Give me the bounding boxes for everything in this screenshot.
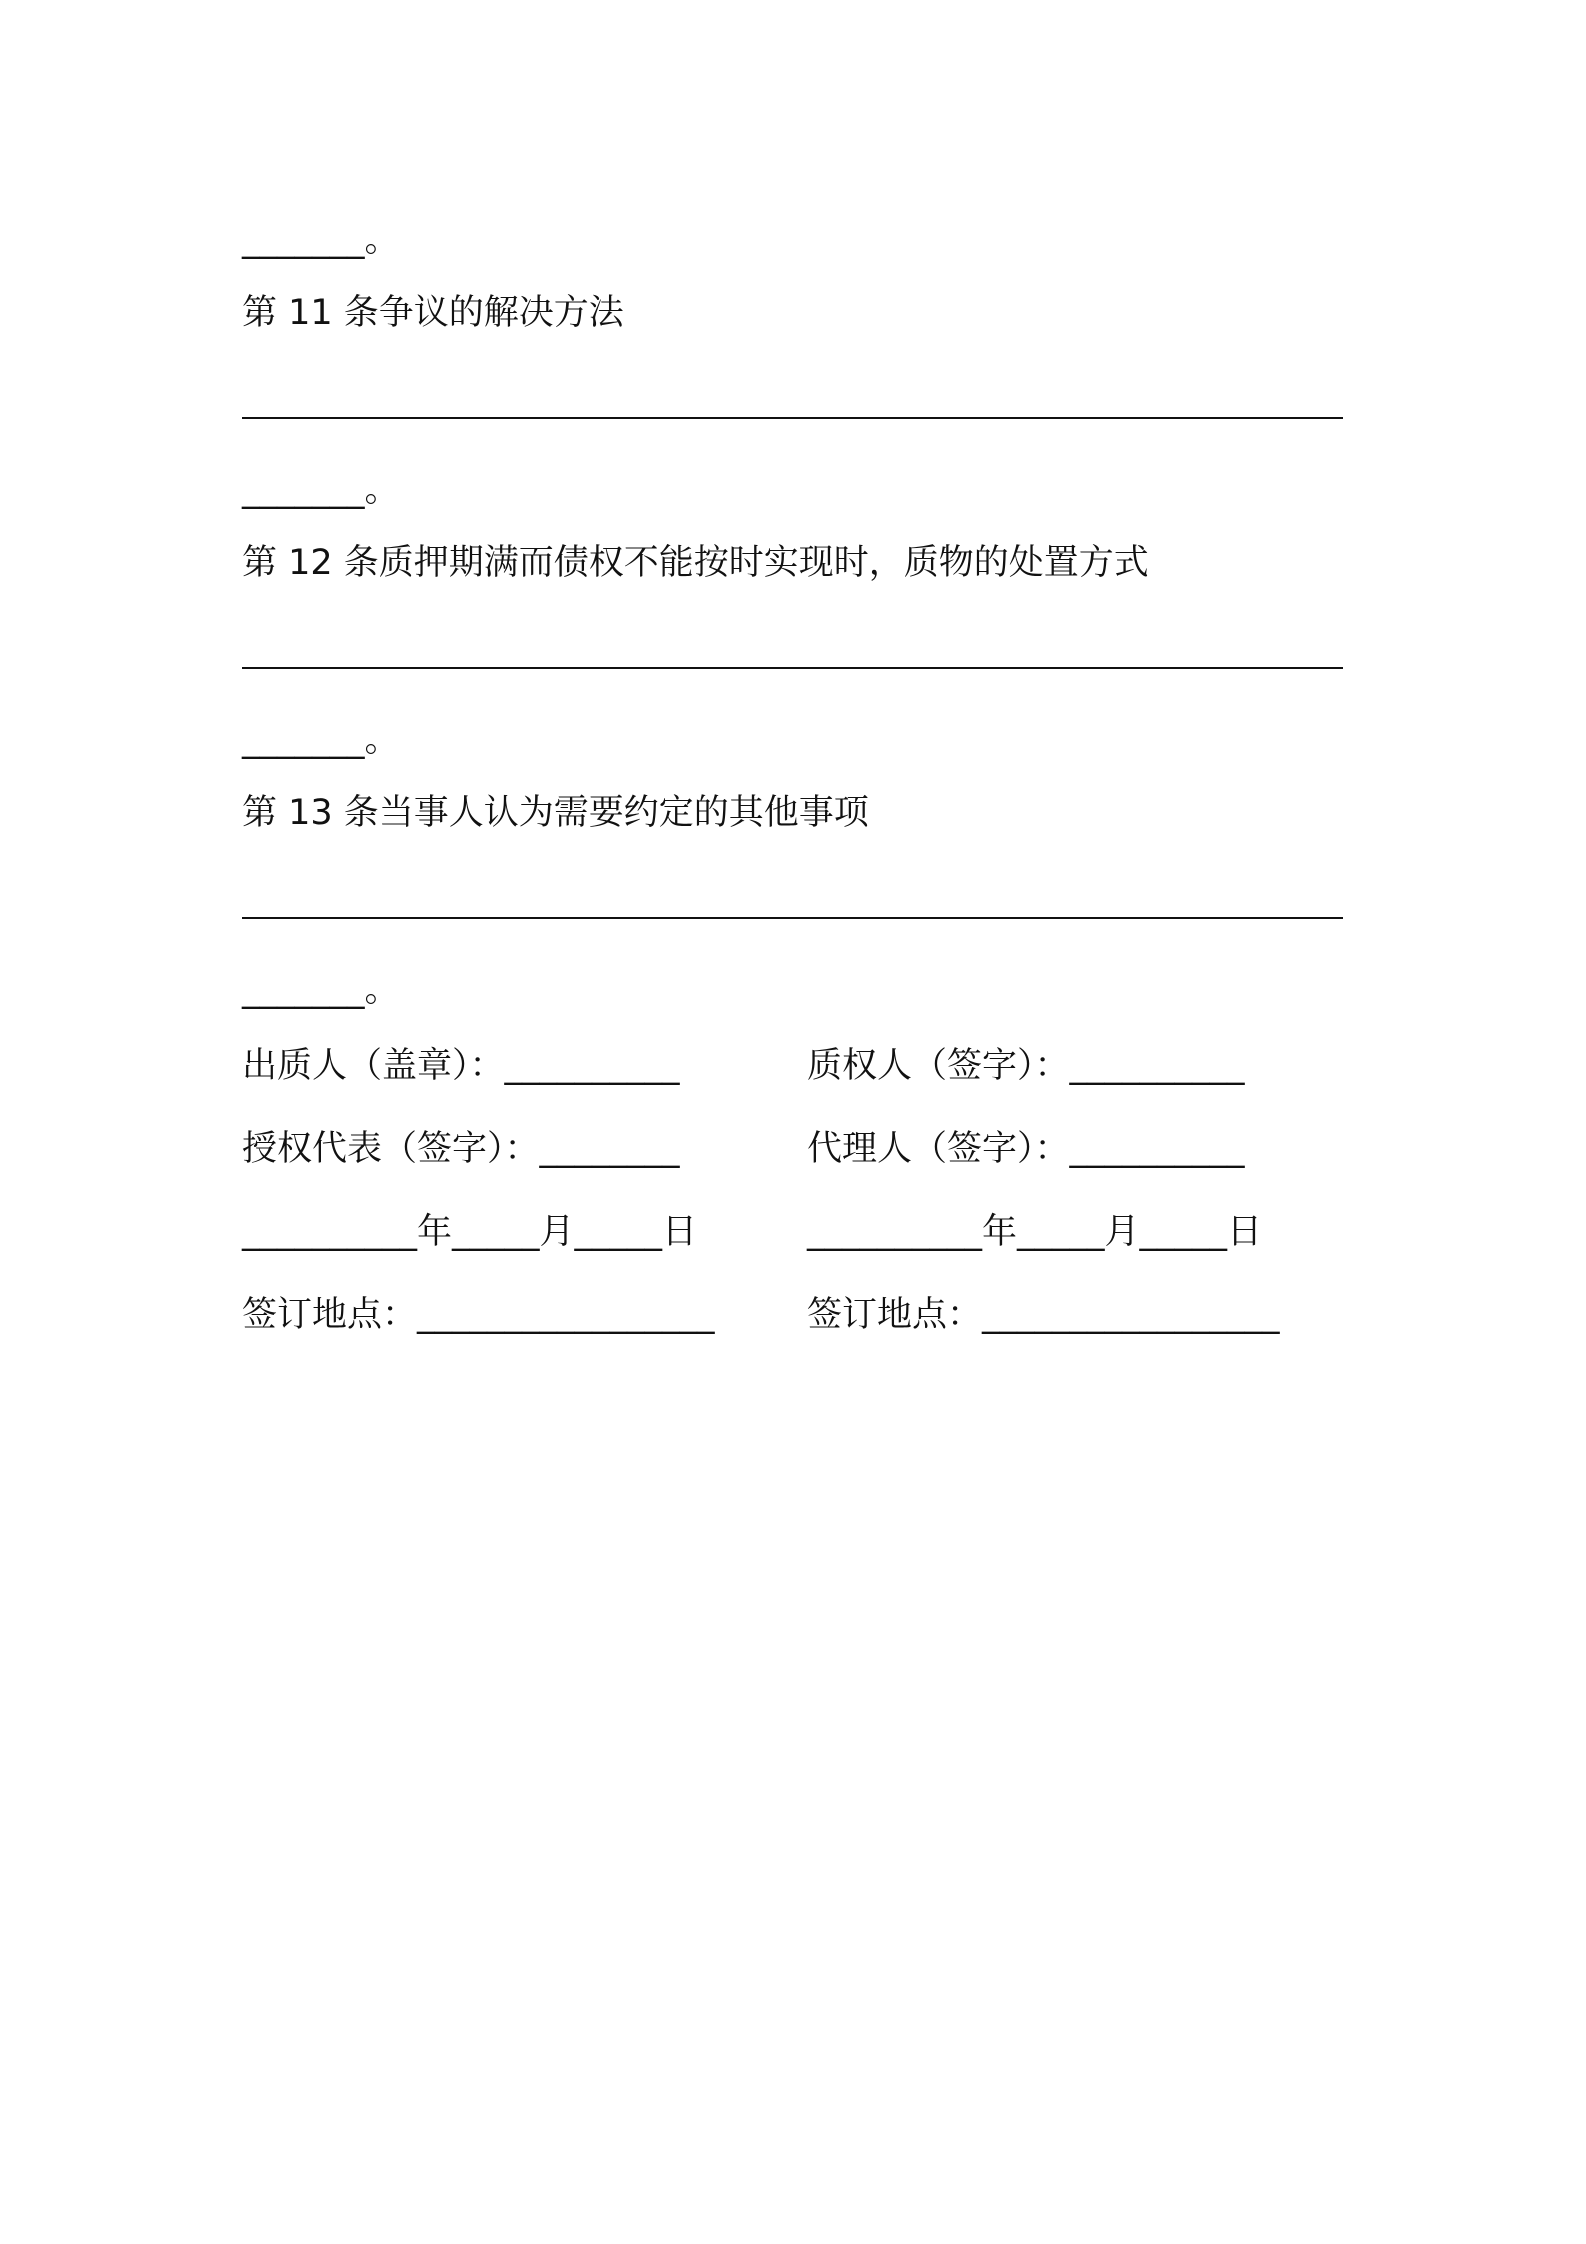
agent-signature: 代理人（签字）：__________: [807, 1129, 1245, 1169]
fill-in-line: [242, 667, 1343, 669]
pledgee-signature: 质权人（签字）：__________: [807, 1046, 1245, 1086]
blank-line-end: _______。: [242, 720, 400, 760]
article-11-title: 第 11 条争议的解决方法: [242, 293, 624, 333]
article-13-title: 第 13 条当事人认为需要约定的其他事项: [242, 793, 869, 833]
blank-line-end: _______。: [242, 220, 400, 260]
fill-in-line: [242, 917, 1343, 919]
pledgor-signature: 出质人（盖章）：__________: [242, 1046, 680, 1086]
fill-in-line: [242, 417, 1343, 419]
signing-place-left: 签订地点：_________________: [242, 1295, 715, 1335]
date-left: __________年_____月_____日: [242, 1212, 698, 1252]
signature-row-places: [242, 1293, 1352, 1469]
authorized-rep-signature: 授权代表（签字）：________: [242, 1129, 680, 1169]
signing-place-right: 签订地点：_________________: [807, 1295, 1280, 1335]
date-right: __________年_____月_____日: [807, 1212, 1263, 1252]
article-12-title: 第 12 条质押期满而债权不能按时实现时，质物的处置方式: [242, 543, 1149, 583]
blank-line-end: _______。: [242, 970, 400, 1010]
blank-line-end: _______。: [242, 470, 400, 510]
